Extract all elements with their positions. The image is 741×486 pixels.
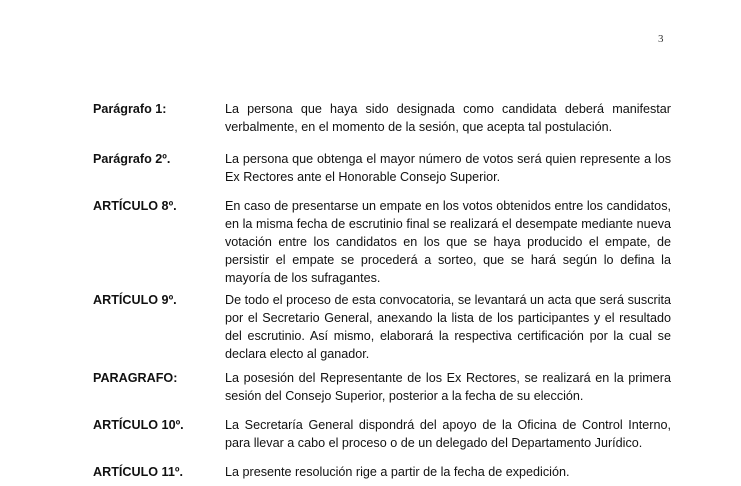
section-label: ARTÍCULO 8º. xyxy=(93,199,177,213)
paragraph-1-section xyxy=(93,100,671,136)
section-text: La persona que obtenga el mayor número de votos será quien represente a los Ex Rectores ante el Honorable Consejo Superior. xyxy=(225,152,671,184)
page-number: 3 xyxy=(658,33,664,45)
section-label: ARTÍCULO 9º. xyxy=(93,293,177,307)
section-text: La persona que haya sido designada como candidata deberá manifestar verbalmente, en el momento de la sesión, que acepta tal postulación. xyxy=(225,102,671,134)
section-label: Parágrafo 2º. xyxy=(93,152,171,166)
section-text: La Secretaría General dispondrá del apoyo de la Oficina de Control Interno, para llevar a cabo el proceso o de un delegado del Departamento Jurídico. xyxy=(225,418,671,450)
section-label: ARTÍCULO 11º. xyxy=(93,465,183,479)
article-9-section xyxy=(93,291,671,363)
article-10-section xyxy=(93,416,671,452)
article-8-section xyxy=(93,197,671,287)
paragraph-2-section xyxy=(93,150,671,186)
section-text: En caso de presentarse un empate en los votos obtenidos entre los candidatos, en la misma fecha de escrutinio final se realizará el desempate mediante nueva votación entre los candidatos en los que se haya producido el empate, de persistir el empate se procederá a sorteo, que se hará según lo defina la mayoría de los sufragantes. xyxy=(225,199,671,285)
section-label: ARTÍCULO 10º. xyxy=(93,418,184,432)
section-text: La presente resolución rige a partir de la fecha de expedición. xyxy=(225,465,570,479)
section-label: Parágrafo 1: xyxy=(93,102,167,116)
paragrafo-section xyxy=(93,369,671,405)
section-text: De todo el proceso de esta convocatoria, se levantará un acta que será suscrita por el Secretario General, anexando la lista de los participantes y el resultado del escrutinio. Así mismo, elaborará la respectiva certificación por la cual se declara electo al ganador. xyxy=(225,293,671,361)
section-text: La posesión del Representante de los Ex Rectores, se realizará en la primera sesión del Consejo Superior, posterior a la fecha de su elección. xyxy=(225,371,671,403)
article-11-section xyxy=(93,463,671,481)
section-label: PARAGRAFO: xyxy=(93,371,178,385)
